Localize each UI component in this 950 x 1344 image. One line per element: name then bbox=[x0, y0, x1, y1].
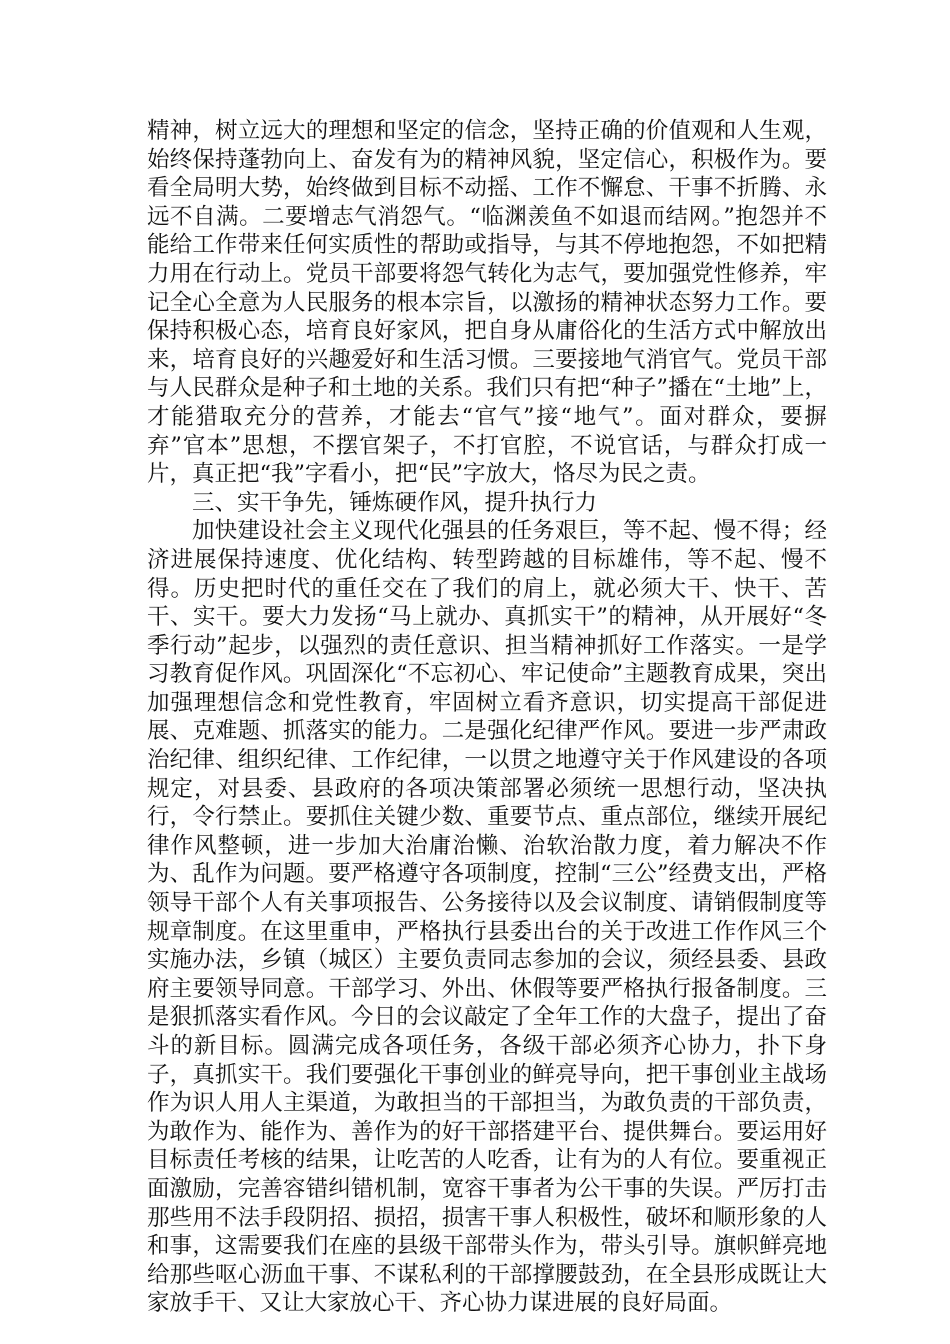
body-paragraph: 加快建设社会主义现代化强县的任务艰巨，等不起、慢不得；经济进展保持速度、优化结构、转型跨越的目标雄伟，等不起、慢不得。历史把时代的重任交在了我们的肩上，就必须大干、快干、苦干、实干。要大力发扬“马上就办、真抓实干”的精神，从开展好“冬季行动”起步，以强烈的责任意识、担当精神抓好工作落实。一是学习教育促作风。巩固深化“不忘初心、牢记使命”主题教育成果，突出加强理想信念和党性教育，牢固树立看齐意识，切实提高干部促进展、克难题、抓落实的能力。二是强化纪律严作风。要进一步严肃政治纪律、组织纪律、工作纪律，一以贯之地遵守关于作风建设的各项规定，对县委、县政府的各项决策部署必须统一思想行动，坚决执行，令行禁止。要抓住关键少数、重要节点、重点部位，继续开展纪律作风整顿，进一步加大治庸治懒、治软治散力度，着力解决不作为、乱作为问题。要严格遵守各项制度，控制“三公”经费支出，严格领导干部个人有关事项报告、公务接待以及会议制度、请销假制度等规章制度。在这里重申，严格执行县委出台的关于改进工作作风三个实施办法，乡镇（城区）主要负责同志参加的会议，须经县委、县政府主要领导同意。干部学习、外出、休假等要严格执行报备制度。三是狠抓落实看作风。今日的会议敲定了全年工作的大盘子，提出了奋斗的新目标。圆满完成各项任务，各级干部必须齐心协力，扑下身子，真抓实干。我们要强化干事创业的鲜亮导向，把干事创业主战场作为识人用人主渠道，为敢担当的干部担当，为敢负责的干部负责，为敢作为、能作为、善作为的好干部搭建平台、提供舞台。要运用好目标责任考核的结果，让吃苦的人吃香，让有为的人有位。要重视正面激励，完善容错纠错机制，宽容干事者为公干事的失误。严厉打击那些用不法手段阴招、损招，损害干事人积极性，破坏和顺形象的人和事，这需要我们在座的县级干部带头作为，带头引导。旗帜鲜亮地给那些呕心沥血干事、不谋私利的干部撑腰鼓劲，在全县形成既让大家放手干、又让大家放心干、齐心协力谋进展的良好局面。 bbox=[147, 518, 827, 1317]
body-paragraph: 精神，树立远大的理想和坚定的信念，坚持正确的价值观和人生观，始终保持蓬勃向上、奋发有为的精神风貌，坚定信心，积极作为。要看全局明大势，始终做到目标不动摇、工作不懈怠、干事不折腾、永远不自满。二要增志气消怨气。“临渊羡鱼不如退而结网。”抱怨并不能给工作带来任何实质性的帮助或指导，与其不停地抱怨，不如把精力用在行动上。党员干部要将怨气转化为志气，要加强党性修养，牢记全心全意为人民服务的根本宗旨，以激扬的精神状态努力工作。要保持积极心态，培育良好家风，把自身从庸俗化的生活方式中解放出来，培育良好的兴趣爱好和生活习惯。三要接地气消官气。党员干部与人民群众是种子和土地的关系。我们只有把“种子”播在“土地”上，才能猎取充分的营养，才能去“官气”接“地气”。面对群众，要摒弃”官本”思想，不摆官架子，不打官腔，不说官话，与群众打成一片，真正把“我”字看小，把“民”字放大，恪尽为民之责。 bbox=[147, 118, 827, 488]
document-page bbox=[147, 117, 827, 1318]
section-heading: 三、实干争先，锤炼硬作风，提升执行力 bbox=[192, 489, 598, 516]
